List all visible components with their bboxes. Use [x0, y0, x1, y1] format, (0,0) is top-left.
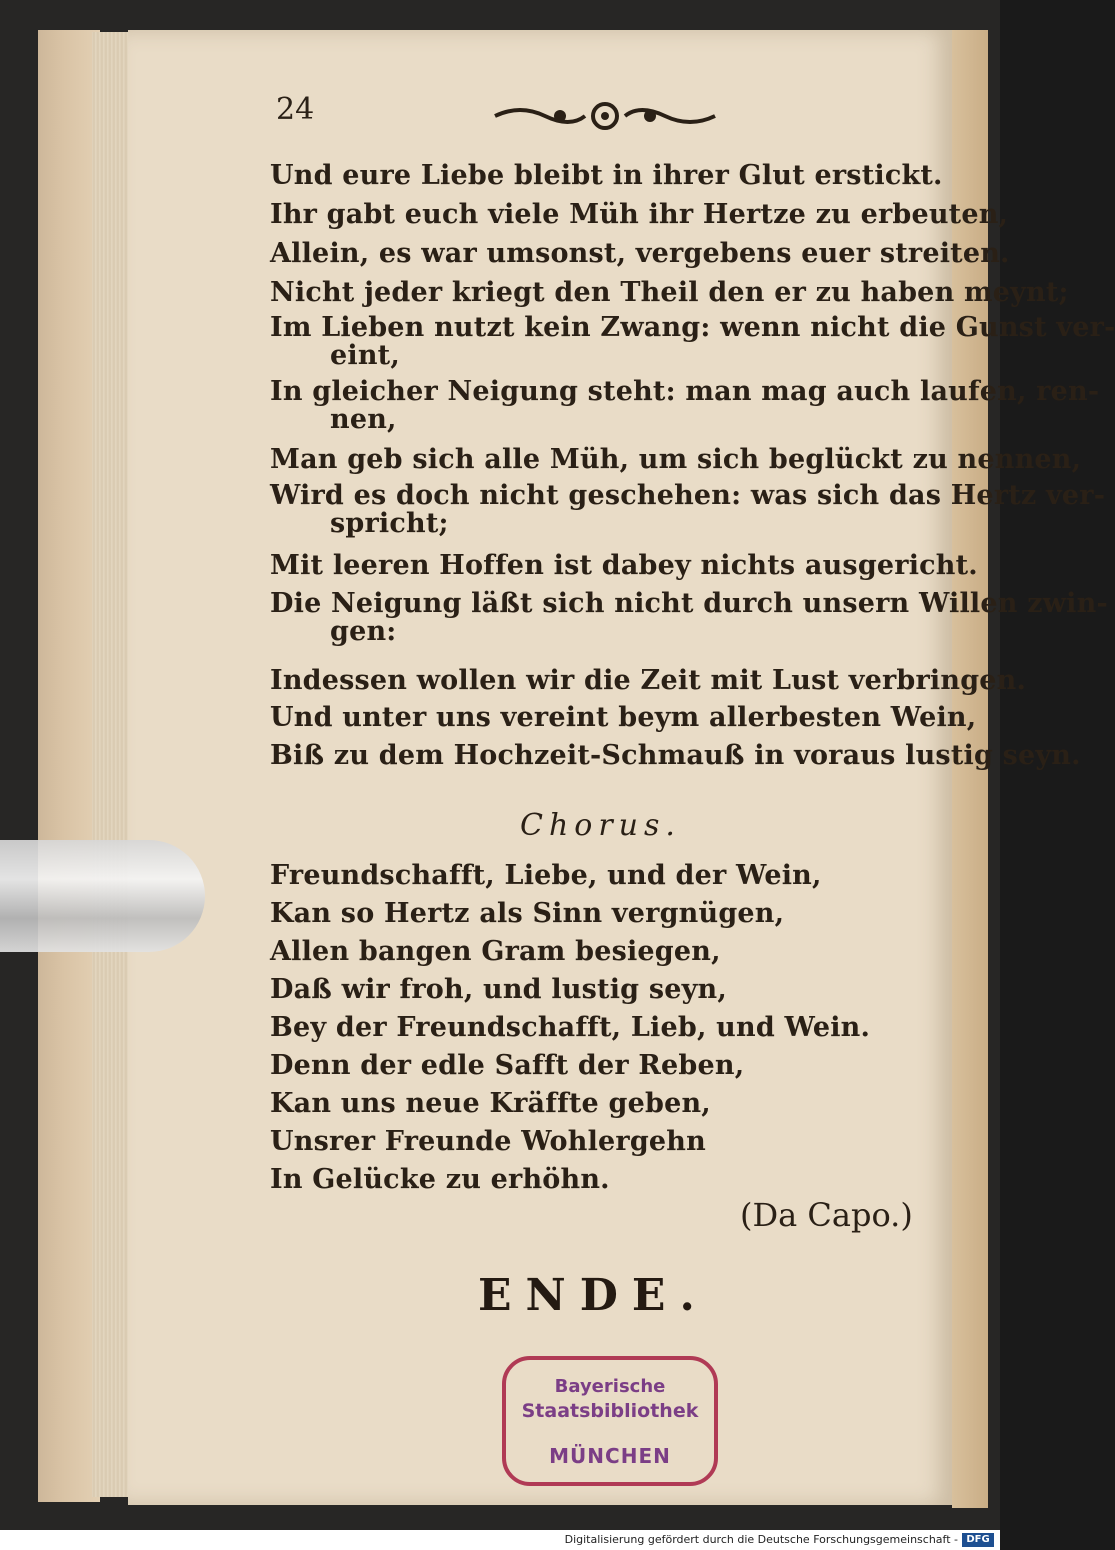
- ornament-icon: [490, 96, 720, 136]
- verse-line: Und eure Liebe bleibt in ihrer Glut erstickt.: [270, 160, 943, 191]
- chorus-line: In Gelücke zu erhöhn.: [270, 1164, 610, 1195]
- chorus-line: Freundschafft, Liebe, und der Wein,: [270, 860, 822, 891]
- verse-line: Nicht jeder kriegt den Theil den er zu haben meynt;: [270, 277, 1069, 308]
- verse-line: Mit leeren Hoffen ist dabey nichts ausgericht.: [270, 550, 978, 581]
- verse-line-continuation: spricht;: [330, 508, 449, 539]
- verse-line: Ihr gabt euch viele Müh ihr Hertze zu erbeuten,: [270, 199, 1009, 230]
- page-number: 24: [276, 92, 315, 127]
- book-clip: [0, 840, 205, 952]
- ende-heading: ENDE.: [478, 1270, 709, 1321]
- verse-line: Die Neigung läßt sich nicht durch unsern Willen zwin-: [270, 588, 1108, 619]
- chorus-line: Allen bangen Gram besiegen,: [270, 936, 721, 967]
- verse-line: Im Lieben nutzt kein Zwang: wenn nicht die Gunst ver-: [270, 312, 1115, 343]
- chorus-line: Unsrer Freunde Wohlergehn: [270, 1126, 706, 1157]
- dfg-logo-icon: DFG: [962, 1533, 994, 1547]
- stamp-line-2: Staatsbibliothek: [521, 1400, 699, 1422]
- chorus-line: Bey der Freundschafft, Lieb, und Wein.: [270, 1012, 871, 1043]
- chorus-heading: Chorus.: [520, 808, 681, 843]
- chorus-line: Kan uns neue Kräffte geben,: [270, 1088, 711, 1119]
- footer-bar: [0, 1530, 1000, 1550]
- chorus-line: Kan so Hertz als Sinn vergnügen,: [270, 898, 785, 929]
- da-capo-note: (Da Capo.): [740, 1196, 913, 1234]
- verse-line-continuation: eint,: [330, 340, 400, 371]
- verse-line: Biß zu dem Hochzeit-Schmauß in voraus lustig seyn.: [270, 740, 1081, 771]
- verse-line: Indessen wollen wir die Zeit mit Lust verbringen.: [270, 665, 1027, 696]
- footer-credit: Digitalisierung gefördert durch die Deutsche Forschungsgemeinschaft -: [564, 1533, 958, 1546]
- verse-line-continuation: nen,: [330, 404, 397, 435]
- page-stack-edge: [92, 32, 132, 1497]
- chorus-line: Daß wir froh, und lustig seyn,: [270, 974, 727, 1005]
- stamp-line-1: Bayerische: [554, 1376, 666, 1397]
- verse-line-continuation: gen:: [330, 616, 397, 647]
- library-stamp: [502, 1356, 718, 1486]
- verse-line: Allein, es war umsonst, vergebens euer streiten.: [270, 238, 1010, 269]
- verse-line: Wird es doch nicht geschehen: was sich das Hertz ver-: [270, 480, 1106, 511]
- book-cover-edge: [38, 30, 100, 1502]
- chorus-line: Denn der edle Safft der Reben,: [270, 1050, 745, 1081]
- verse-line: Man geb sich alle Müh, um sich beglückt zu nennen,: [270, 444, 1082, 475]
- verse-line: Und unter uns vereint beym allerbesten Wein,: [270, 702, 977, 733]
- verse-line: In gleicher Neigung steht: man mag auch laufen, ren-: [270, 376, 1100, 407]
- stamp-line-3: MÜNCHEN: [549, 1444, 671, 1468]
